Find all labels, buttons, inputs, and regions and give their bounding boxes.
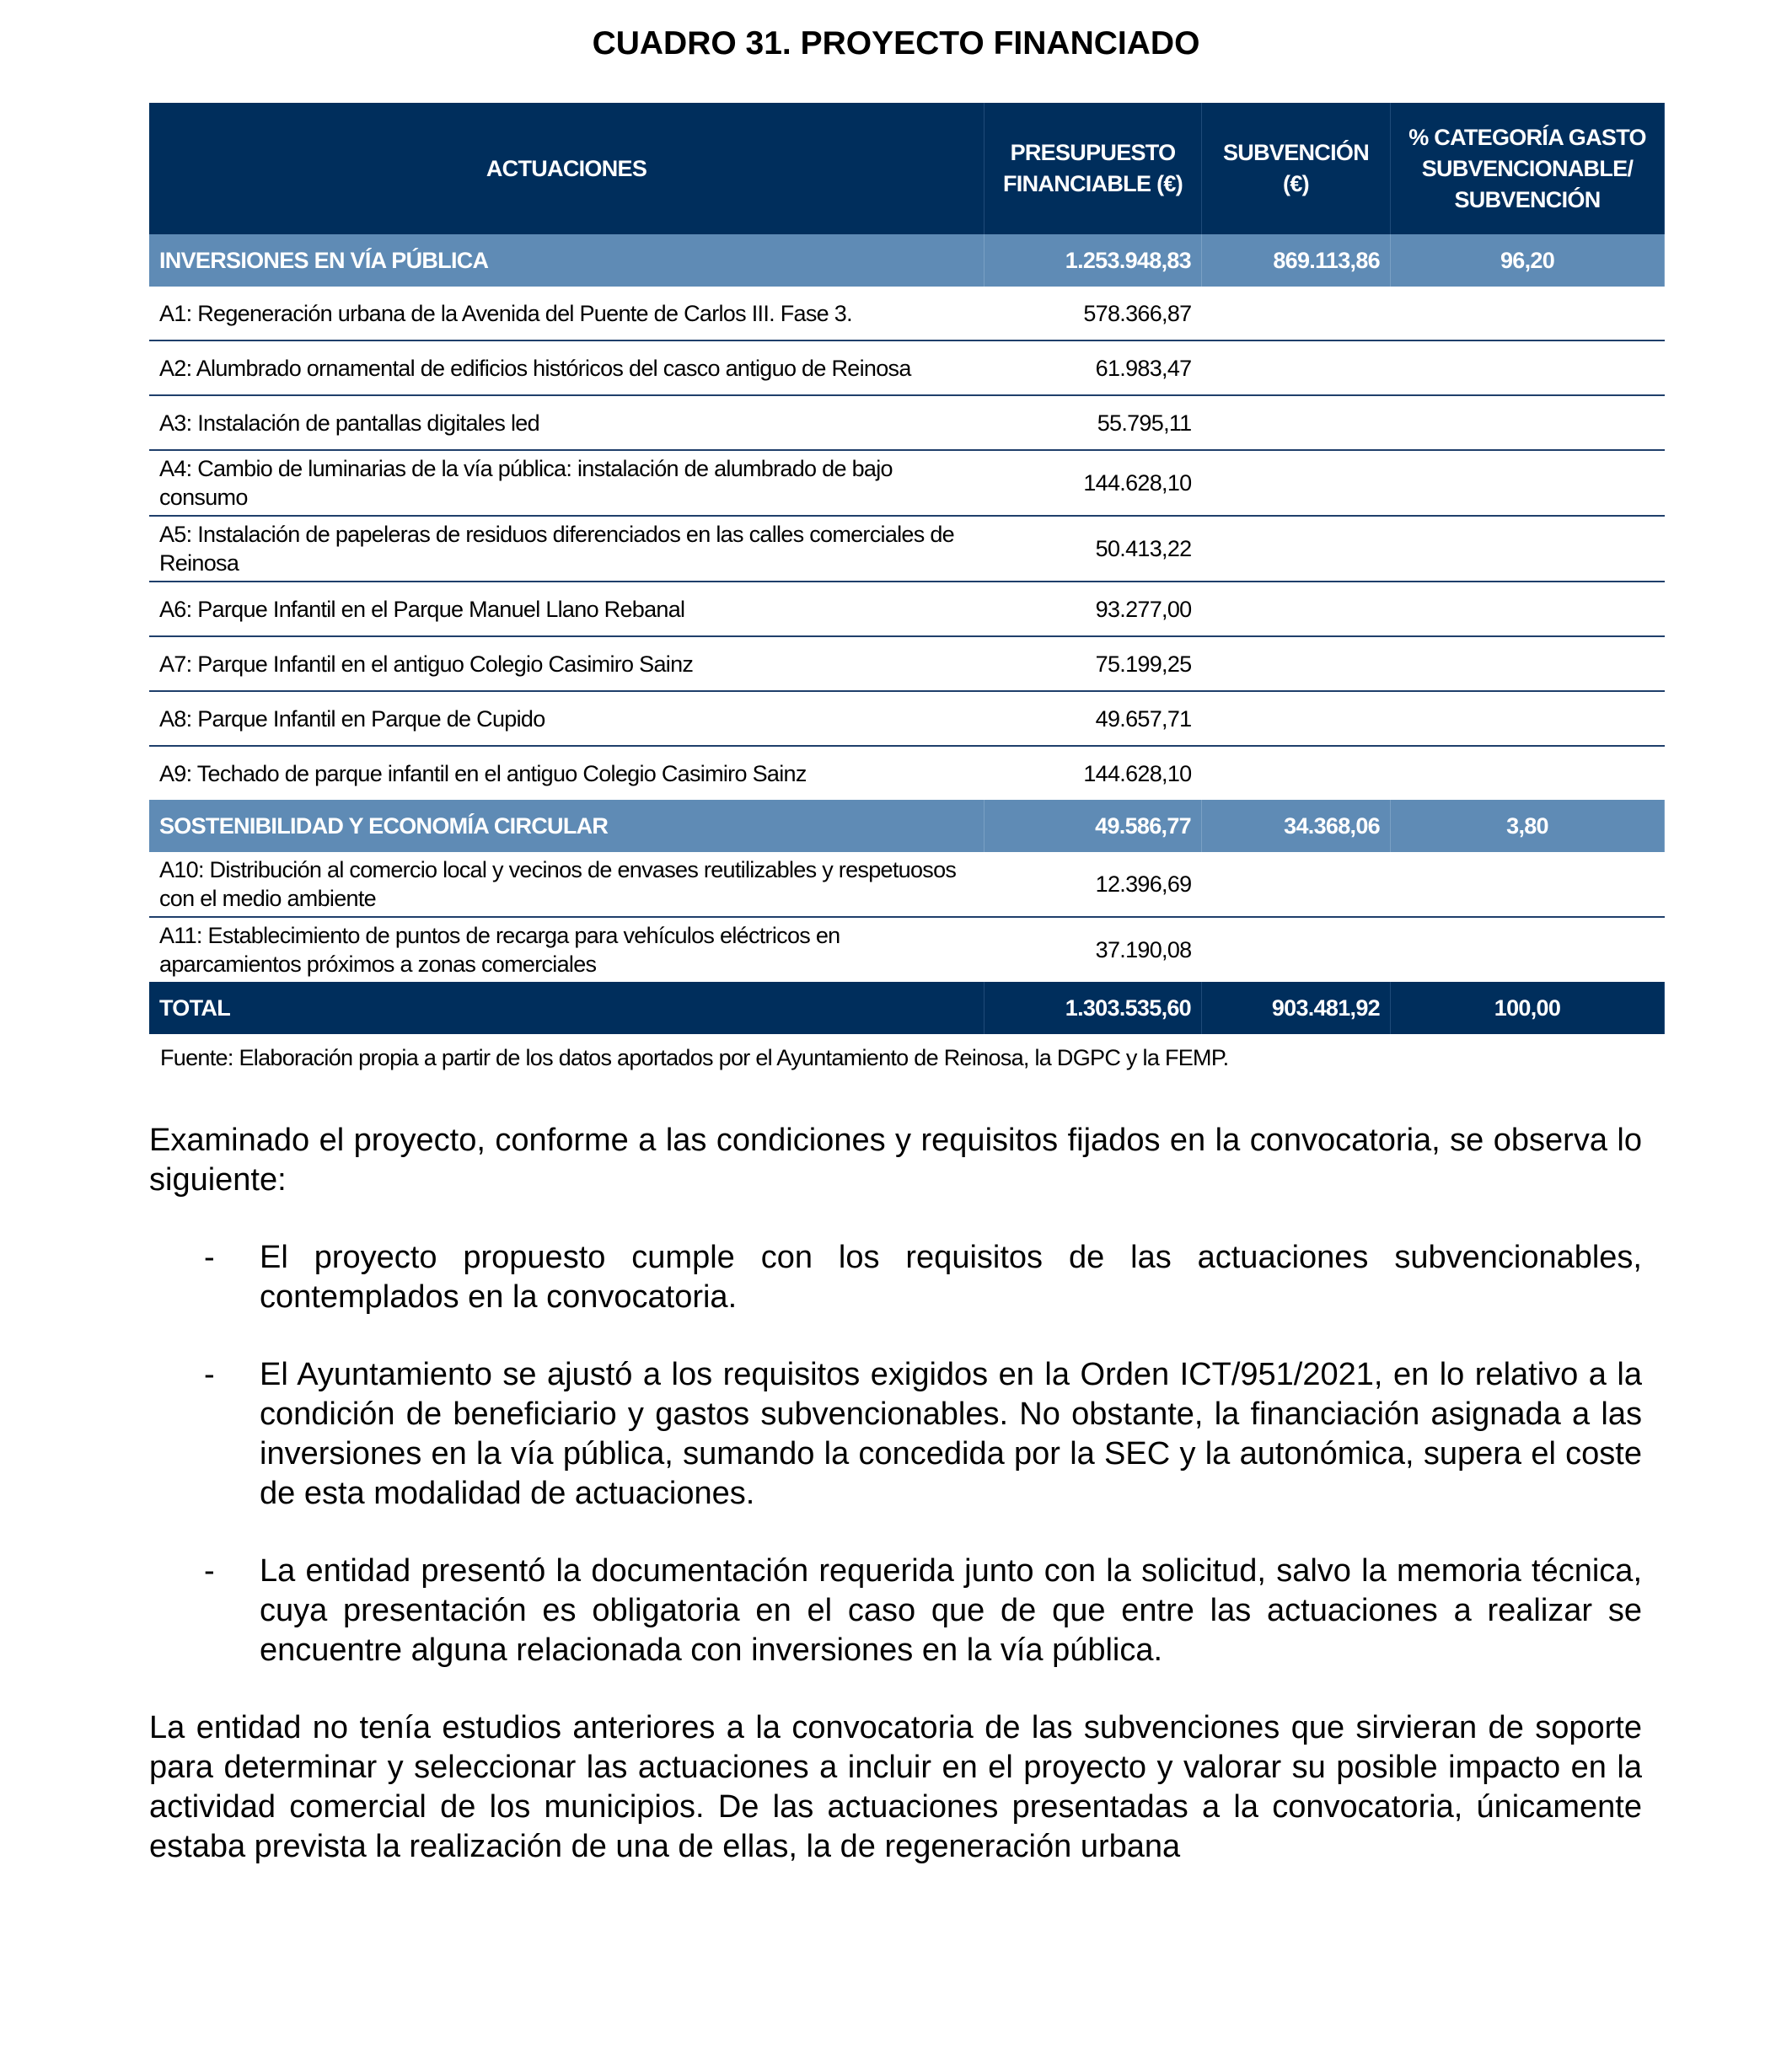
total-presupuesto: 1.303.535,60 (985, 982, 1202, 1034)
body-text (149, 1121, 1642, 1905)
table-header-row (149, 103, 1665, 234)
row-porcentaje (1391, 917, 1665, 982)
total-label: TOTAL (149, 982, 985, 1034)
row-subvencion (1202, 582, 1391, 636)
table-row (149, 636, 1665, 691)
bullet-item (149, 1552, 1642, 1670)
closing-paragraph: La entidad no tenía estudios anteriores a la convocatoria de las subvenciones que sirvieran de soporte para determinar y seleccionar las actuaciones a incluir en el proyecto y valorar su posible impacto en la actividad comercial de los municipios. De las actuaciones presentadas a la convocatoria, únicamente estaba prevista la realización de una de ellas, la de regeneración urbana (149, 1710, 1642, 1864)
total-porcentaje: 100,00 (1391, 982, 1665, 1034)
bullet-text: El proyecto propuesto cumple con los requisitos de las actuaciones subvencionables, contemplados en la convocatoria. (260, 1240, 1642, 1315)
total-row (149, 982, 1665, 1034)
row-presupuesto: 578.366,87 (985, 287, 1202, 340)
row-label: A8: Parque Infantil en Parque de Cupido (149, 691, 985, 746)
section-subvencion: 869.113,86 (1202, 234, 1391, 287)
row-presupuesto: 50.413,22 (985, 516, 1202, 582)
bullet-marker: - (204, 1553, 215, 1589)
section-porcentaje: 3,80 (1391, 800, 1665, 852)
row-label: A6: Parque Infantil en el Parque Manuel Llano Rebanal (149, 582, 985, 636)
row-porcentaje (1391, 516, 1665, 582)
row-subvencion (1202, 287, 1391, 340)
row-porcentaje (1391, 395, 1665, 450)
table-body (149, 234, 1665, 1034)
bullet-item (149, 1238, 1642, 1317)
row-presupuesto: 55.795,11 (985, 395, 1202, 450)
row-subvencion (1202, 746, 1391, 800)
section-row (149, 800, 1665, 852)
row-porcentaje (1391, 852, 1665, 917)
header-actuaciones: ACTUACIONES (149, 103, 985, 234)
table-row (149, 582, 1665, 636)
row-porcentaje (1391, 636, 1665, 691)
row-subvencion (1202, 691, 1391, 746)
row-label: A2: Alumbrado ornamental de edificios históricos del casco antiguo de Reinosa (149, 340, 985, 395)
section-presupuesto: 1.253.948,83 (985, 234, 1202, 287)
row-porcentaje (1391, 691, 1665, 746)
row-subvencion (1202, 340, 1391, 395)
row-presupuesto: 93.277,00 (985, 582, 1202, 636)
row-porcentaje (1391, 340, 1665, 395)
row-label: A9: Techado de parque infantil en el antiguo Colegio Casimiro Sainz (159, 760, 807, 786)
table-row (149, 917, 1665, 982)
table-row (149, 340, 1665, 395)
section-porcentaje: 96,20 (1391, 234, 1665, 287)
bullet-item (149, 1355, 1642, 1514)
table-row (149, 691, 1665, 746)
table-row (149, 450, 1665, 516)
row-label: A11: Establecimiento de puntos de recarga para vehículos eléctricos en aparcamientos próximos a zonas comerciales (159, 923, 840, 977)
section-label: INVERSIONES EN VÍA PÚBLICA (149, 234, 985, 287)
row-presupuesto: 61.983,47 (985, 340, 1202, 395)
section-row (149, 234, 1665, 287)
row-porcentaje (1391, 450, 1665, 516)
header-presupuesto: PRESUPUESTO FINANCIABLE (€) (985, 103, 1202, 234)
row-label: A4: Cambio de luminarias de la vía pública: instalación de alumbrado de bajo consumo (149, 450, 985, 516)
financed-project-table (149, 103, 1665, 1034)
row-label: A1: Regeneración urbana de la Avenida del Puente de Carlos III. Fase 3. (149, 287, 985, 340)
row-subvencion (1202, 852, 1391, 917)
row-label: A3: Instalación de pantallas digitales led (149, 395, 985, 450)
row-subvencion (1202, 636, 1391, 691)
row-presupuesto: 144.628,10 (985, 450, 1202, 516)
bullet-text: La entidad presentó la documentación requerida junto con la solicitud, salvo la memoria técnica, cuya presentación es obligatoria en el caso que de que entre las actuaciones a realizar se encuentre alguna relacionada con inversiones en la vía pública. (260, 1553, 1642, 1668)
row-subvencion (1202, 450, 1391, 516)
row-subvencion (1202, 516, 1391, 582)
row-porcentaje (1391, 582, 1665, 636)
row-presupuesto: 12.396,69 (985, 852, 1202, 917)
section-subvencion: 34.368,06 (1202, 800, 1391, 852)
table-source: Fuente: Elaboración propia a partir de los datos aportados por el Ayuntamiento de Reinosa, la DGPC y la FEMP. (160, 1045, 1229, 1070)
row-subvencion (1202, 917, 1391, 982)
row-label: A10: Distribución al comercio local y vecinos de envases reutilizables y respetuosos con el medio ambiente (149, 852, 985, 917)
section-presupuesto: 49.586,77 (985, 800, 1202, 852)
row-presupuesto: 49.657,71 (985, 691, 1202, 746)
row-porcentaje (1391, 287, 1665, 340)
header-porcentaje: % CATEGORÍA GASTO SUBVENCIONABLE/ SUBVENCIÓN (1391, 103, 1665, 234)
total-subvencion: 903.481,92 (1202, 982, 1391, 1034)
table-row (149, 287, 1665, 340)
row-presupuesto: 37.190,08 (1095, 937, 1192, 962)
table-row (149, 746, 1665, 800)
header-subvencion: SUBVENCIÓN (€) (1202, 103, 1391, 234)
table-title: CUADRO 31. PROYECTO FINANCIADO (592, 25, 1200, 62)
section-label: SOSTENIBILIDAD Y ECONOMÍA CIRCULAR (149, 800, 985, 852)
row-label: A5: Instalación de papeleras de residuos diferenciados en las calles comerciales de Reinosa (149, 516, 985, 582)
table-row (149, 395, 1665, 450)
row-subvencion (1202, 395, 1391, 450)
table-row (149, 516, 1665, 582)
row-label: A7: Parque Infantil en el antiguo Colegio Casimiro Sainz (149, 636, 985, 691)
row-presupuesto: 75.199,25 (985, 636, 1202, 691)
bullet-marker: - (204, 1240, 215, 1275)
bullet-text: El Ayuntamiento se ajustó a los requisitos exigidos en la Orden ICT/951/2021, en lo relativo a la condición de beneficiario y gastos subvencionables. No obstante, la financiación asignada a las inversiones en la vía pública, sumando la concedida por la SEC y la autonómica, supera el coste de esta modalidad de actuaciones. (260, 1357, 1642, 1511)
row-porcentaje (1391, 746, 1665, 800)
table-row (149, 852, 1665, 917)
bullet-marker: - (204, 1357, 215, 1392)
row-presupuesto: 144.628,10 (1083, 760, 1192, 786)
intro-paragraph: Examinado el proyecto, conforme a las condiciones y requisitos fijados en la convocatoria, se observa lo siguiente: (149, 1123, 1642, 1198)
